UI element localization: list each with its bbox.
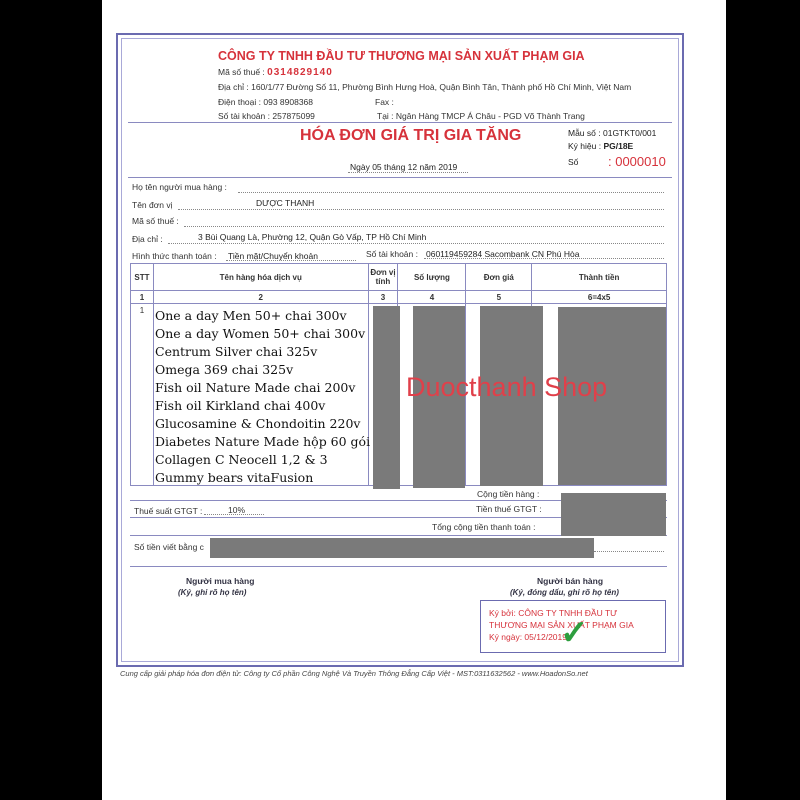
buyer-account-line — [424, 258, 664, 259]
buyer-tax-label: Mã số thuế : — [132, 216, 179, 226]
stamp-signed-by: Ký bởi: CÔNG TY TNHH ĐẦU TƯ — [489, 608, 618, 618]
header-stt: STT — [131, 264, 154, 291]
subtotal-label: Cộng tiền hàng : — [477, 489, 540, 499]
vat-amount-label: Tiền thuế GTGT : — [476, 504, 542, 514]
list-item: Fish oil Nature Made chai 200v — [155, 380, 356, 395]
index-cell: 1 — [131, 291, 154, 304]
header-item-name: Tên hàng hóa dịch vụ — [153, 264, 368, 291]
seller-signature-title: Người bán hàng — [537, 576, 604, 586]
payment-label: Hình thức thanh toán : — [132, 251, 217, 261]
company-account-label: Số tài khoản : — [218, 111, 270, 121]
stamp-company: THƯƠNG MẠI SẢN XUẤT PHẠM GIA — [489, 620, 634, 630]
amount-in-words-line — [594, 551, 664, 552]
company-address: 160/1/77 Đường Số 11, Phường Bình Hưng Hoà, Quận Bình Tân, Thành phố Hồ Chí Minh, Việt Nam — [251, 82, 632, 92]
symbol-label: Ký hiệu : — [568, 141, 602, 151]
redacted-totals — [561, 493, 666, 536]
form-row — [568, 128, 656, 138]
header-amount: Thành tiền — [532, 264, 667, 291]
header-quantity: Số lượng — [398, 264, 466, 291]
buyer-account-label: Số tài khoản : — [366, 249, 418, 259]
buyer-signature-title: Người mua hàng — [186, 576, 255, 586]
buyer-address-label: Địa chỉ : — [132, 234, 163, 244]
stt-cell — [131, 304, 154, 486]
company-fax-label: Fax : — [375, 97, 394, 107]
company-bank: Tại : Ngân Hàng TMCP Á Châu - PGD Võ Thành Trang — [377, 111, 585, 121]
index-cell: 3 — [368, 291, 398, 304]
list-item: Gummy bears vitaFusion — [155, 470, 314, 485]
company-address-row — [218, 82, 631, 92]
buyer-unit: DƯỢC THANH — [256, 198, 315, 208]
vat-rate-label: Thuế suất GTGT : — [134, 506, 203, 516]
company-account: 257875099 — [272, 111, 315, 121]
items-list — [155, 307, 370, 487]
index-cell: 2 — [153, 291, 368, 304]
title-divider — [128, 177, 672, 178]
invoice-title: HÓA ĐƠN GIÁ TRỊ GIA TĂNG — [300, 127, 522, 144]
buyer-address: 3 Bùi Quang Là, Phường 12, Quận Gò Vấp, TP Hồ Chí Minh — [198, 232, 427, 242]
list-item: Diabetes Nature Made hộp 60 gói — [155, 434, 371, 449]
provider-footer: Cung cấp giải pháp hóa đơn điện tử: Công ty Cổ phần Công Nghệ Và Truyền Thông Đẳng Cấp Việt - MST:0311632562 - www.HoadonSo.net — [120, 669, 588, 678]
list-item: One a day Women 50+ chai 300v — [155, 326, 366, 341]
right-black-border — [726, 0, 800, 800]
company-phone-row — [218, 97, 313, 107]
words-divider — [130, 566, 667, 567]
company-address-label: Địa chỉ : — [218, 82, 249, 92]
number-label: Số — [568, 157, 579, 167]
symbol-value: PG/18E — [603, 141, 634, 151]
payment-method: Tiền mặt/Chuyển khoản — [228, 251, 318, 261]
buyer-unit-label: Tên đơn vị — [132, 200, 173, 210]
invoice-date: Ngày 05 tháng 12 năm 2019 — [350, 162, 458, 172]
buyer-signature-note: (Ký, ghi rõ họ tên) — [178, 588, 247, 597]
payment-line — [226, 260, 356, 261]
header-unit: Đơn vị tính — [368, 264, 398, 291]
index-cell: 5 — [466, 291, 532, 304]
list-item: Omega 369 chai 325v — [155, 362, 294, 377]
amount-in-words-label: Số tiền viết bằng c — [134, 542, 204, 552]
buyer-address-line — [168, 243, 664, 244]
buyer-account: 060119459284 Sacombank CN Phú Hòa — [426, 249, 580, 259]
buyer-tax-line — [184, 226, 664, 227]
redacted-unit-column — [373, 306, 400, 489]
company-tax-row — [218, 67, 333, 78]
vat-rate-line — [204, 514, 264, 515]
buyer-unit-line — [178, 209, 664, 210]
company-phone-label: Điện thoại : — [218, 97, 261, 107]
list-item: One a day Men 50+ chai 300v — [155, 308, 347, 323]
header-divider — [128, 122, 672, 123]
table-header-row — [131, 264, 667, 291]
list-item: Centrum Silver chai 325v — [155, 344, 318, 359]
check-icon: ✓ — [560, 614, 589, 652]
list-item: Glucosamine & Chondoitin 220v — [155, 416, 361, 431]
stamp-date: Ký ngày: 05/12/2019 — [489, 632, 567, 642]
form-value: 01GTKT0/001 — [602, 128, 657, 138]
company-phone: 093 8908368 — [263, 97, 314, 107]
company-name: CÔNG TY TNHH ĐẦU TƯ THƯƠNG MẠI SẢN XUẤT PHẠM GIA — [218, 49, 585, 63]
list-item: Collagen C Neocell 1,2 & 3 — [155, 452, 328, 467]
invoice-number: : 0000010 — [608, 154, 666, 169]
seller-signature-note: (Ký, đóng dấu, ghi rõ họ tên) — [510, 588, 619, 597]
company-tax-code: 0314829140 — [267, 67, 333, 78]
redacted-amount-in-words — [210, 538, 594, 558]
list-item: Fish oil Kirkland chai 400v — [155, 398, 326, 413]
company-tax-label: Mã số thuế : — [218, 67, 265, 77]
buyer-name-line — [238, 192, 664, 193]
first-stt: 1 — [139, 306, 145, 315]
form-label: Mẫu số : — [568, 128, 601, 138]
company-account-row — [218, 111, 315, 121]
vat-rate: 10% — [228, 505, 246, 515]
header-unit-price: Đơn giá — [466, 264, 532, 291]
symbol-row — [568, 141, 633, 151]
total-label: Tổng cộng tiền thanh toán : — [432, 522, 536, 532]
table-index-row — [131, 291, 667, 304]
date-underline — [348, 172, 468, 173]
buyer-name-label: Họ tên người mua hàng : — [132, 182, 227, 192]
index-cell: 6=4x5 — [532, 291, 667, 304]
index-cell: 4 — [398, 291, 466, 304]
left-black-border — [0, 0, 102, 800]
shop-watermark: Duocthanh Shop — [406, 372, 608, 402]
